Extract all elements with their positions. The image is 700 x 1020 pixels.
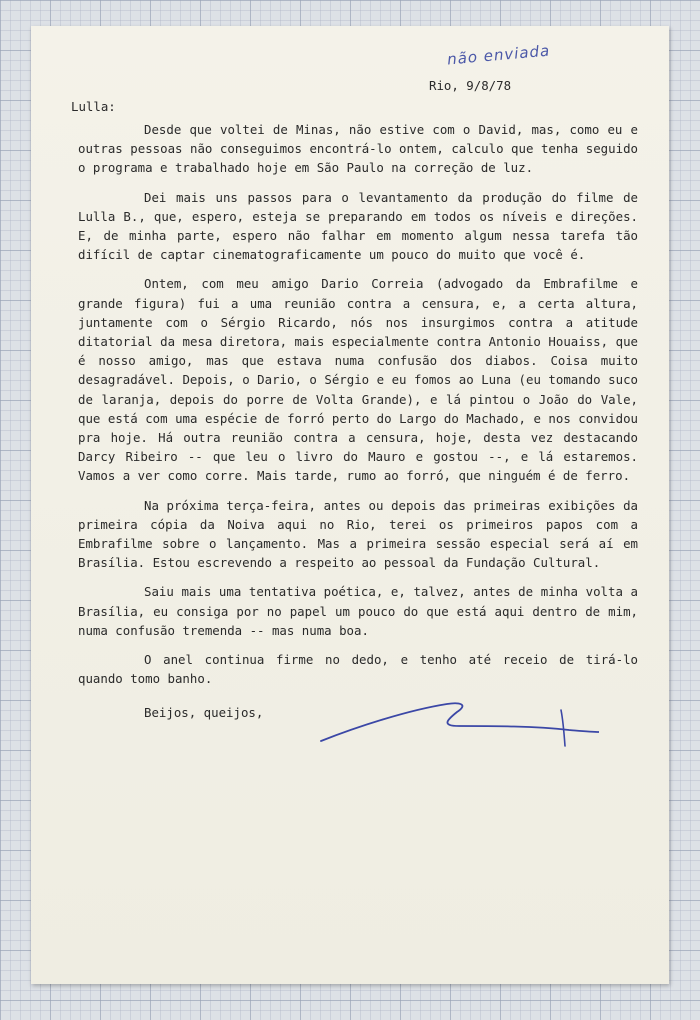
letter-body [78, 120, 638, 698]
paragraph: Desde que voltei de Minas, não estive com o David, mas, como eu e outras pessoas não conseguimos encontrá-lo ontem, calculo que tenha seguido o programa e trabalhado hoje em São Paulo na correção de luz. [78, 122, 638, 176]
letter-salutation: Lulla: [71, 99, 116, 114]
paragraph: Saiu mais uma tentativa poética, e, talvez, antes de minha volta a Brasília, eu consiga por no papel um pouco do que está aqui dentro de mim, numa confusão tremenda -- mas numa boa. [78, 584, 638, 638]
letter-closing: Beijos, queijos, [144, 705, 264, 720]
paragraph: Dei mais uns passos para o levantamento da produção do filme de Lulla B., que, espero, esteja se preparando em todos os níveis e direções. E, de minha parte, espero não falhar em momento algum nessa tarefa tão difícil de captar cinematograficamente um pouco do muito que você é. [78, 189, 638, 263]
letter-date: Rio, 9/8/78 [429, 78, 512, 93]
paragraph: Ontem, com meu amigo Dario Correia (advogado da Embrafilme e grande figura) fui a uma reunião contra a censura, e, a certa altura, juntamente com o Sérgio Ricardo, nós nos insurgimos contra a atitude ditatorial da mesa diretora, mais especialmente contra Antonio Houaiss, que é nosso amigo, mas que estava numa confusão dos diabos. Coisa muito desagradável. Depois, o Dario, o Sérgio e eu fomos ao Luna (eu tomando suco de laranja, depois do porre de Volta Grande), e lá pintou o João do Vale, que está com uma espécie de forró perto do Largo do Machado, e nos convidou pra hoje. Há outra reunião contra a censura, hoje, desta vez destacando Darcy Ribeiro -- que leu o livro do Mauro e gostou --, e lá estaremos. Vamos a ver como corre. Mais tarde, rumo ao forró, que ninguém é de ferro. [78, 276, 638, 484]
signature-scribble [319, 696, 599, 756]
handwritten-note: não enviada [446, 41, 551, 69]
letter-paper [31, 26, 669, 984]
paragraph: O anel continua firme no dedo, e tenho até receio de tirá-lo quando tomo banho. [78, 652, 638, 687]
paragraph: Na próxima terça-feira, antes ou depois das primeiras exibições da primeira cópia da Noiva aqui no Rio, terei os primeiros papos com a Embrafilme sobre o lançamento. Mas a primeira sessão especial será aí em Brasília. Estou escrevendo a respeito ao pessoal da Fundação Cultural. [78, 497, 638, 571]
